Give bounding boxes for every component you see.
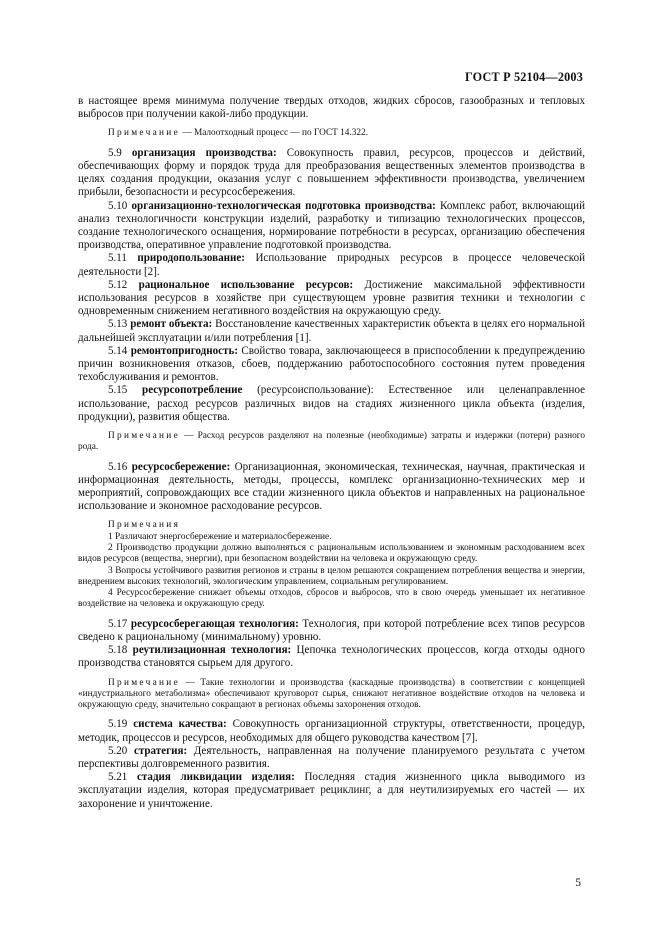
term-5-10: 5.10 организационно-технологическая подготовка производства: Комплекс работ, включающий анализ технологичности конструкции изделий, разработку и типизацию технологических процессов, создание технологического оснащения, нормирование потребности в ресурсах, организацию обеспечения производства, оперативное управление подготовкой производства. [78, 199, 585, 252]
term-5-20: 5.20 стратегия: Деятельность, направленная на получение планируемого результата с учетом перспективы долговременного развития. [78, 744, 585, 771]
term-5-16: 5.16 ресурсосбережение: Организационная, экономическая, техническая, научная, практическая и информационная деятельность, методы, процессы, комплекс организационно-технических мер и мероприятий, сопровождающих все стадии жизненного цикла объектов и направленных на рациональное использование и экономное расходование ресурсов. [78, 460, 585, 513]
note-item-3: 3 Вопросы устойчивого развития регионов и страны в целом решаются сокращением потребления вещества и энергии, внедрением высоких технологий, экологическим управлением, социальным регулированием. [78, 565, 585, 587]
note-item-4: 4 Ресурсосбережение снижает объемы отходов, сбросов и выбросов, что в свою очередь уменьшает их негативное воздействие на человека и окружающую среду. [78, 588, 585, 610]
note-4: Примечание — Такие технологии и производства (каскадные производства) в соответствии с концепцией «индустриального метаболизма» обеспечивают круговорот сырья, снижают негативное воздействие отходов на человека и окружающую среду, значительно сокращают в регионах объемы захоронения отходов. [78, 677, 585, 711]
term-5-18: 5.18 реутилизационная технология: Цепочка технологических процессов, когда отходы одного производства становятся сырьем для другого. [78, 644, 585, 670]
term-5-21: 5.21 стадия ликвидации изделия: Последняя стадия жизненного цикла выводимого из эксплуатации изделия, которая предусматривает рециклинг, а для неутилизируемых его частей — их захоронение и уничтожение. [78, 771, 585, 810]
note-2: Примечание — Расход ресурсов разделяют на полезные (необходимые) затраты и издержки (потери) разного рода. [78, 430, 585, 453]
term-5-19: 5.19 система качества: Совокупность организационной структуры, ответственности, процедур, методик, процессов и ресурсов, необходимых для общего руководства качеством [7]. [78, 718, 585, 744]
term-5-12: 5.12 рациональное использование ресурсов: Достижение максимальной эффективности использования ресурсов в хозяйстве при существующем уровне развития техники и технологии с одновременным снижением негативного воздействия на окружающую среду. [78, 278, 586, 318]
note-1 [78, 128, 585, 139]
page-number: 5 [575, 877, 581, 889]
term-5-9: 5.9 организация производства: Совокупность правил, ресурсов, процессов и действий, обеспечивающих форму и порядок труда для преобразования вещественных элементов производства в целях создания продукции, оказания услуг с повышением эффективности производства, увеличением прибыли, безопасности и ресурсосбережения. [78, 146, 585, 199]
notes-title: Примечания [108, 520, 181, 531]
note-item-2: 2 Производство продукции должно выполняться с рациональным использованием и экономным расходованием всех видов ресурсов (вещества, энергии), при безопасном воздействии на человека и окружающую среду. [78, 542, 585, 565]
term-5-13: 5.13 ремонт объекта: Восстановление качественных характеристик объекта в целях его нормальной дальнейшей эксплуатации и/или потребления [1]. [78, 318, 586, 344]
note-item-1: 1 Различают энергосбережение и материалосбережение. [108, 531, 332, 542]
note-text: — Малоотходный процесс — по ГОСТ 14.322. [180, 128, 369, 139]
term-5-17: 5.17 ресурсосберегающая технология: Технология, при которой потребление всех типов ресурсов сведено к рациональному (минимальному) уровню. [78, 617, 585, 643]
intro-paragraph: в настоящее время минимума получение твердых отходов, жидких сбросов, газообразных и тепловых выбросов при получении какой-либо продукции. [78, 95, 585, 121]
term-5-11: 5.11 природопользование: Использование природных ресурсов в процессе человеческой деятельности [2]. [78, 252, 586, 278]
term-5-14: 5.14 ремонтопригодность: Свойство товара, заключающееся в приспособлении к предупреждению причин возникновения отказов, сбоев, поддержанию работоспособного состояния путем проведения техобслуживания и ремонтов. [78, 344, 585, 384]
document-id: ГОСТ Р 52104—2003 [465, 70, 583, 84]
term-5-15: 5.15 ресурсопотребление (ресурсоиспользование): Естественное или целенаправленное использование, расход ресурсов различных видов на стадиях жизненного цикла объекта (изделия, продукции), развития общества. [78, 384, 586, 423]
note-label: Примечание [108, 128, 180, 139]
page-body [78, 95, 585, 811]
